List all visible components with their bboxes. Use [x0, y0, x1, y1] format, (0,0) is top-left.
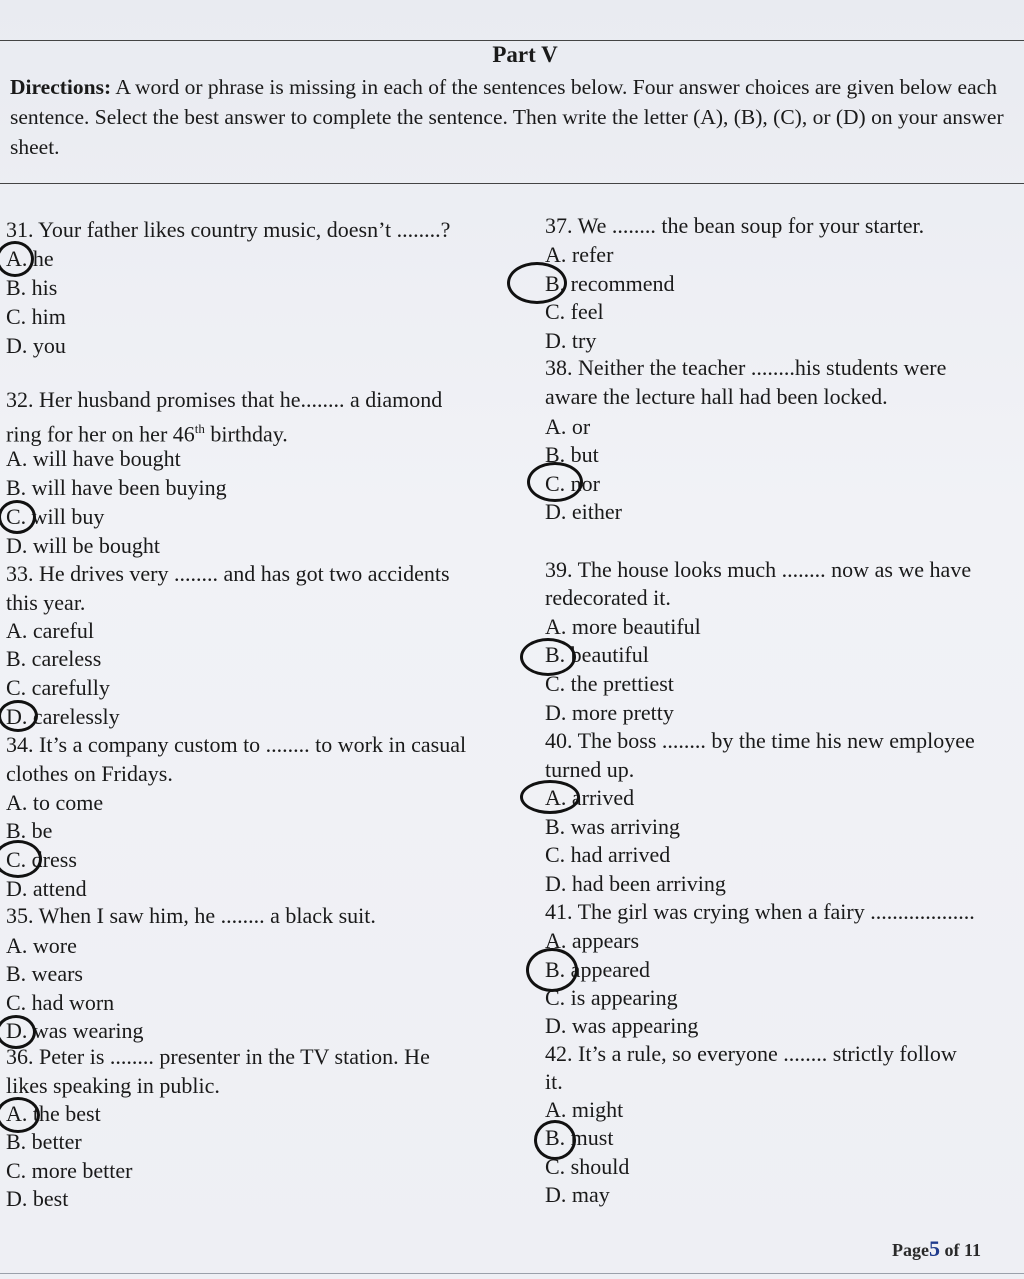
- q40-option-d[interactable]: D. had been arriving: [545, 871, 726, 896]
- q34-option-d[interactable]: D. attend: [6, 876, 87, 901]
- q32-option-b[interactable]: B. will have been buying: [6, 475, 227, 500]
- q34-stem-2: clothes on Fridays.: [6, 761, 173, 786]
- q41-option-b[interactable]: B. appeared: [545, 957, 651, 982]
- q40-option-c[interactable]: C. had arrived: [545, 842, 671, 867]
- q32-option-a[interactable]: A. will have bought: [6, 446, 181, 471]
- header-bottom-rule: [0, 183, 1024, 184]
- q39-option-c[interactable]: C. the prettiest: [545, 671, 674, 696]
- part-title: Part V: [492, 42, 558, 67]
- q31-stem-1: 31. Your father likes country music, doesn’t ........?: [6, 217, 451, 242]
- bottom-edge: [0, 1273, 1024, 1274]
- q38-stem-1: 38. Neither the teacher ........his students were: [545, 355, 947, 380]
- q36-option-b[interactable]: B. better: [6, 1129, 82, 1154]
- directions-label: Directions:: [10, 75, 112, 99]
- q42-option-b[interactable]: B. must: [545, 1125, 614, 1150]
- q36-stem-1: 36. Peter is ........ presenter in the TV station. He: [6, 1044, 430, 1069]
- q41-stem-1: 41. The girl was crying when a fairy ...................: [545, 899, 975, 924]
- q37-option-d[interactable]: D. try: [545, 328, 597, 353]
- q32-option-d[interactable]: D. will be bought: [6, 533, 160, 558]
- q39-option-d[interactable]: D. more pretty: [545, 700, 674, 725]
- directions: [10, 72, 1024, 162]
- q34-option-b[interactable]: B. be: [6, 818, 53, 843]
- q41-option-c[interactable]: C. is appearing: [545, 985, 678, 1010]
- q38-option-a[interactable]: A. or: [545, 414, 591, 439]
- q38-option-b[interactable]: B. but: [545, 442, 599, 467]
- q34-option-c[interactable]: C. dress: [6, 847, 77, 872]
- top-rule: [0, 40, 1024, 41]
- q37-option-c[interactable]: C. feel: [545, 299, 604, 324]
- page-number: [892, 1236, 981, 1262]
- q35-option-c[interactable]: C. had worn: [6, 990, 115, 1015]
- q33-stem-2: this year.: [6, 590, 86, 615]
- directions-text: A word or phrase is missing in each of the sentences below. Four answer choices are given below each sentence. Select the best answer to complete the sentence. Then write the letter (A), (B), (C), or (D) on your answer sheet.: [10, 75, 1004, 159]
- page-total: of 11: [944, 1240, 981, 1260]
- q33-option-d[interactable]: D. carelessly: [6, 704, 120, 729]
- q34-stem-1: 34. It’s a company custom to ........ to work in casual: [6, 732, 467, 757]
- q32-stem-1: 32. Her husband promises that he........ a diamond: [6, 387, 443, 412]
- q31-option-a[interactable]: A. he: [6, 246, 54, 271]
- q31-option-c[interactable]: C. him: [6, 304, 66, 329]
- q38-option-d[interactable]: D. either: [545, 499, 622, 524]
- q36-stem-2: likes speaking in public.: [6, 1073, 220, 1098]
- q39-stem-1: 39. The house looks much ........ now as we have: [545, 557, 972, 582]
- page-prefix: Page: [892, 1240, 929, 1260]
- q36-option-a[interactable]: A. the best: [6, 1101, 101, 1126]
- q41-option-d[interactable]: D. was appearing: [545, 1013, 699, 1038]
- q36-option-c[interactable]: C. more better: [6, 1158, 133, 1183]
- q33-option-b[interactable]: B. careless: [6, 646, 102, 671]
- page-current: 5: [928, 1236, 940, 1261]
- q40-option-b[interactable]: B. was arriving: [545, 814, 681, 839]
- q33-option-c[interactable]: C. carefully: [6, 675, 110, 700]
- q38-stem-2: aware the lecture hall had been locked.: [545, 384, 888, 409]
- q42-option-d[interactable]: D. may: [545, 1182, 610, 1207]
- q31-option-b[interactable]: B. his: [6, 275, 58, 300]
- q39-option-a[interactable]: A. more beautiful: [545, 614, 701, 639]
- q42-stem-2: it.: [545, 1069, 563, 1094]
- q36-option-d[interactable]: D. best: [6, 1186, 69, 1211]
- q39-stem-2: redecorated it.: [545, 585, 671, 610]
- q35-option-a[interactable]: A. wore: [6, 933, 77, 958]
- q33-stem-1: 33. He drives very ........ and has got two accidents: [6, 561, 450, 586]
- q38-option-c[interactable]: C. nor: [545, 471, 600, 496]
- q41-option-a[interactable]: A. appears: [545, 928, 640, 953]
- q35-option-d[interactable]: D. was wearing: [6, 1018, 144, 1043]
- q37-option-b[interactable]: B. recommend: [545, 271, 675, 296]
- q35-option-b[interactable]: B. wears: [6, 961, 83, 986]
- q40-option-a[interactable]: A. arrived: [545, 785, 635, 810]
- q42-option-a[interactable]: A. might: [545, 1097, 624, 1122]
- q42-option-c[interactable]: C. should: [545, 1154, 630, 1179]
- q33-option-a[interactable]: A. careful: [6, 618, 94, 643]
- q34-option-a[interactable]: A. to come: [6, 790, 104, 815]
- q42-stem-1: 42. It’s a rule, so everyone ........ strictly follow: [545, 1041, 957, 1066]
- q37-stem-1: 37. We ........ the bean soup for your starter.: [545, 213, 925, 238]
- q32-stem-2: ring for her on her 46th birthday.: [6, 421, 288, 447]
- q32-option-c[interactable]: C. will buy: [6, 504, 105, 529]
- q37-option-a[interactable]: A. refer: [545, 242, 614, 267]
- q31-option-d[interactable]: D. you: [6, 333, 66, 358]
- q40-stem-1: 40. The boss ........ by the time his new employee: [545, 728, 975, 753]
- q40-stem-2: turned up.: [545, 757, 635, 782]
- q35-stem-1: 35. When I saw him, he ........ a black suit.: [6, 903, 376, 928]
- q39-option-b[interactable]: B. beautiful: [545, 642, 649, 667]
